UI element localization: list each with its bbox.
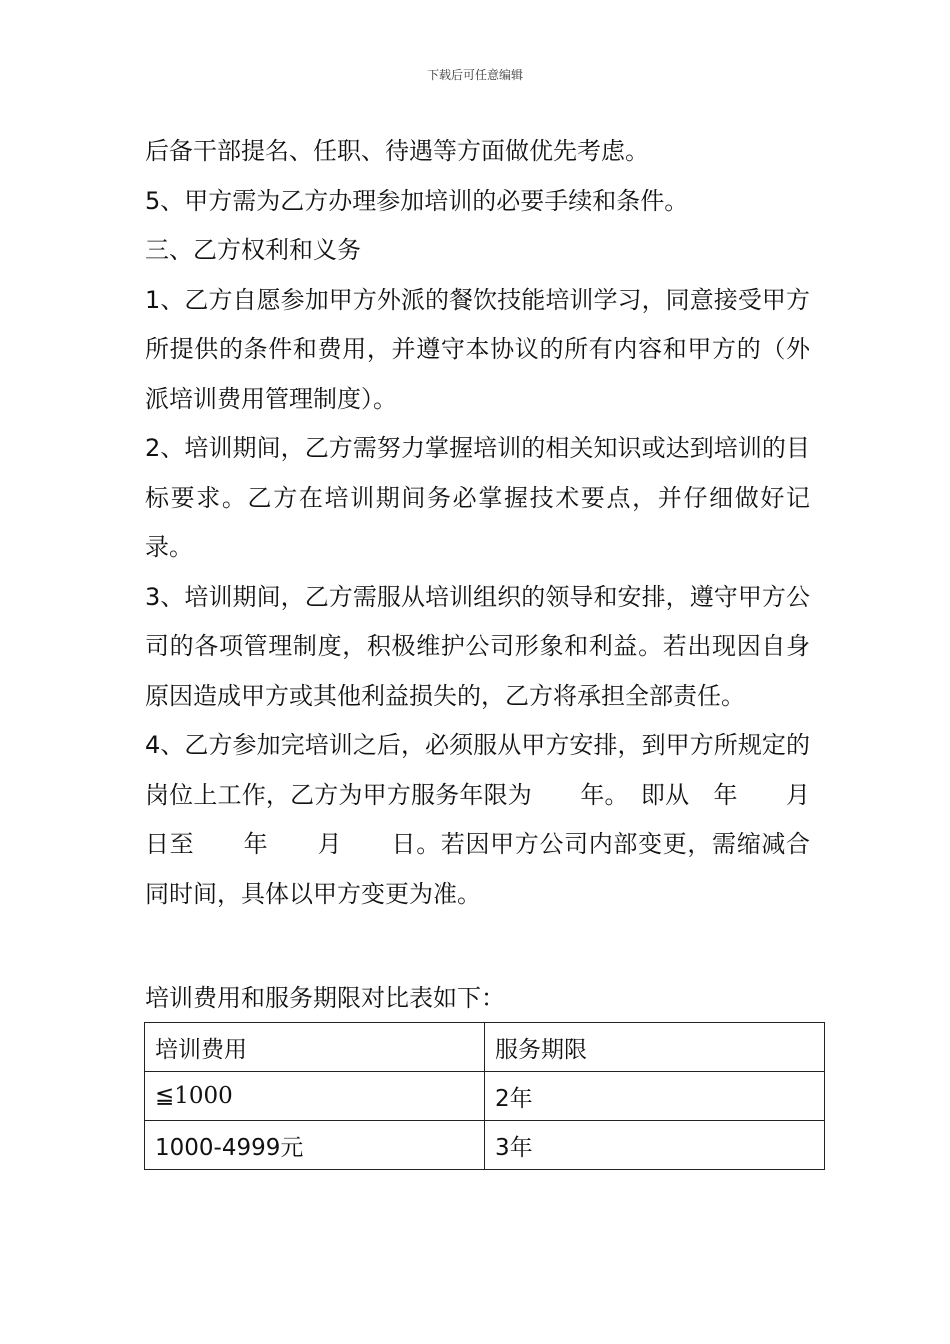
paragraph: 3、培训期间，乙方需服从培训组织的领导和安排，遵守甲方公司的各项管理制度，积极维护公司形象和利益。若出现因自身原因造成甲方或其他利益损失的，乙方将承担全部责任。 xyxy=(145,582,810,710)
paragraph: 1、乙方自愿参加甲方外派的餐饮技能培训学习，同意接受甲方所提供的条件和费用，并遵守本协议的所有内容和甲方的（外派培训费用管理制度）。 xyxy=(145,285,810,413)
page-header: 下载后可任意编辑 xyxy=(426,68,523,82)
table-header-cell: 服务期限 xyxy=(485,1023,825,1072)
document-body xyxy=(145,127,858,919)
table-cell: ≦1000 xyxy=(145,1072,485,1121)
table-cell: 2年 xyxy=(485,1072,825,1121)
paragraph: 后备干部提名、任职、待遇等方面做优先考虑。 xyxy=(145,137,649,165)
table-row xyxy=(145,1072,825,1121)
fee-term-table xyxy=(144,1022,825,1170)
table-caption: 培训费用和服务期限对比表如下： xyxy=(145,984,505,1012)
table-cell: 1000-4999元 xyxy=(145,1121,485,1170)
table-header-row xyxy=(145,1023,825,1072)
paragraph: 2、培训期间，乙方需努力掌握培训的相关知识或达到培训的目标要求。乙方在培训期间务必掌握技术要点，并仔细做好记录。 xyxy=(145,434,810,561)
section-heading: 三、乙方权利和义务 xyxy=(145,236,361,264)
table-cell: 3年 xyxy=(485,1121,825,1170)
table-row xyxy=(145,1121,825,1170)
paragraph: 4、乙方参加完培训之后，必须服从甲方安排，到甲方所规定的岗位上工作，乙方为甲方服务年限为 年。 即从 年 月 日至 年 月 日。若因甲方公司内部变更，需缩减合同时间，具体以甲方变更为准。 xyxy=(145,731,858,908)
table-header-cell: 培训费用 xyxy=(145,1023,485,1072)
paragraph: 5、甲方需为乙方办理参加培训的必要手续和条件。 xyxy=(145,186,689,215)
